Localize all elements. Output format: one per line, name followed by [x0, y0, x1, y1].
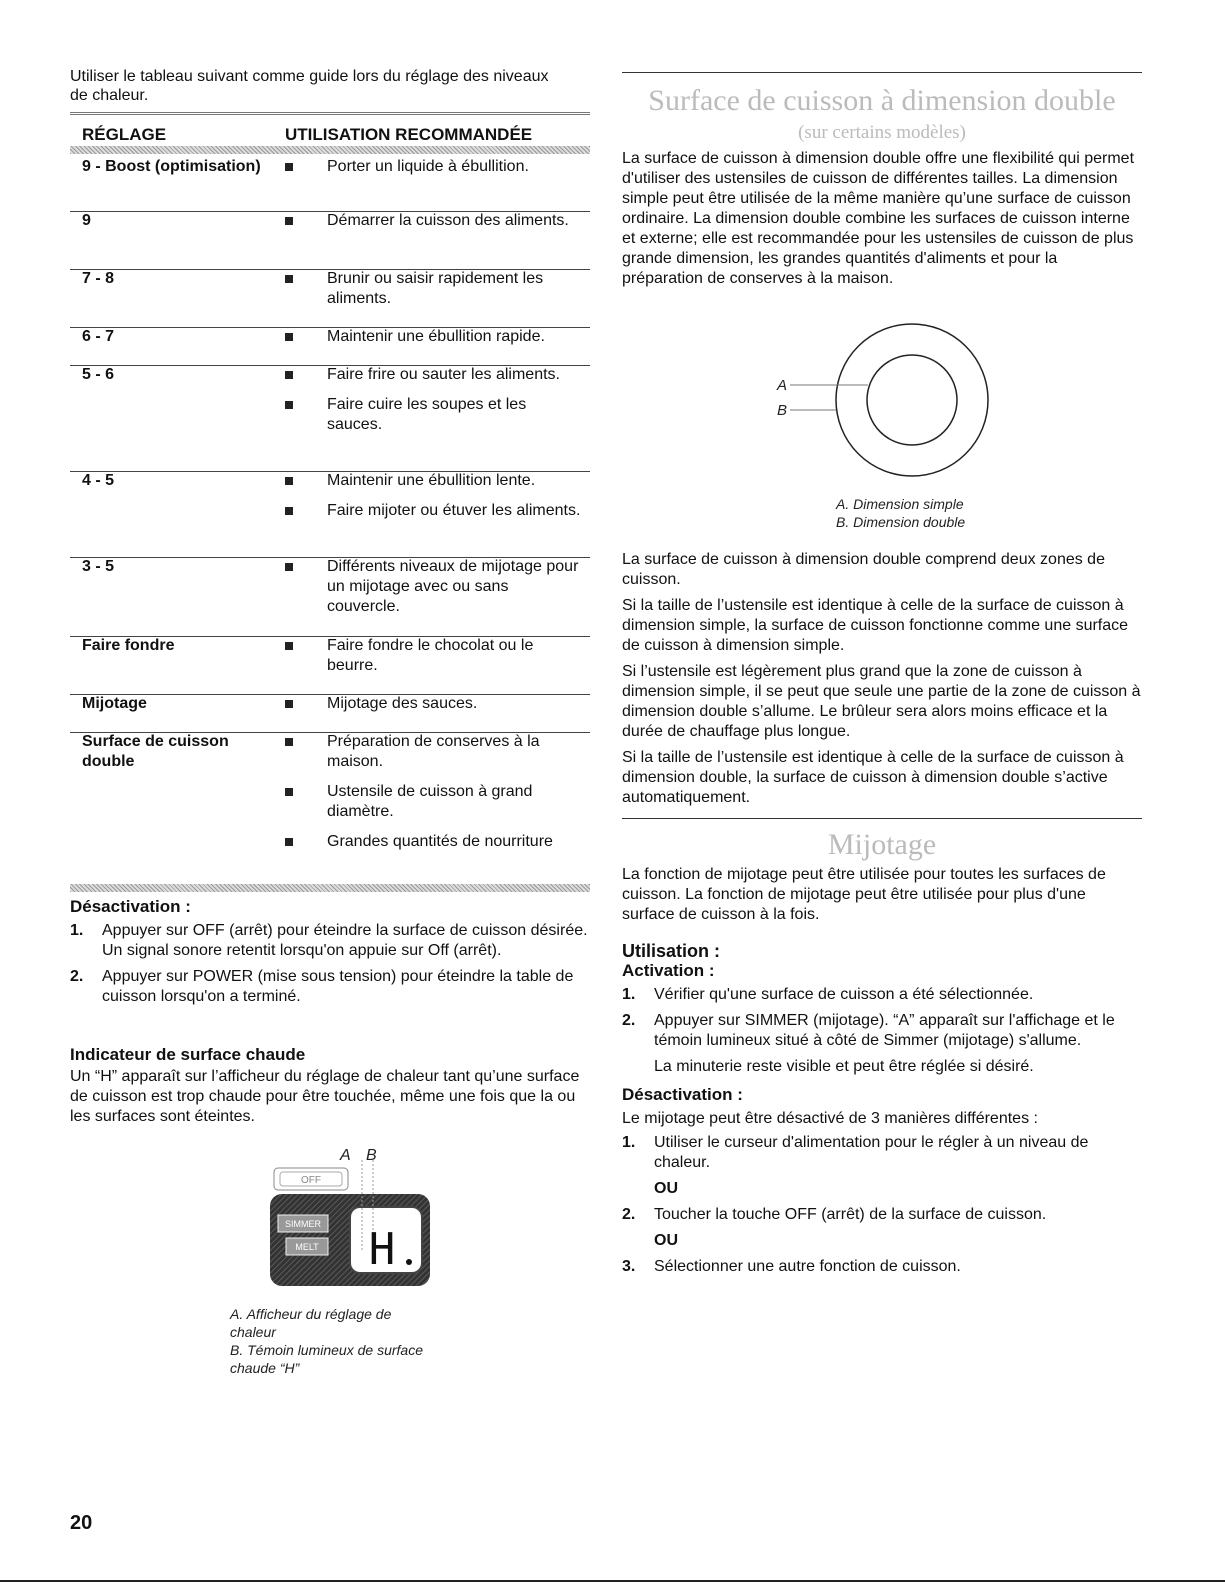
usage-cell	[285, 211, 585, 241]
setting-cell: 4 - 5	[82, 472, 115, 489]
setting-cell: Mijotage	[82, 695, 147, 712]
deactivation-step: 2. Appuyer sur POWER (mise sous tension) pour éteindre la table de cuisson lorsqu'on a terminé.	[70, 968, 574, 1005]
page-number: 20	[70, 1512, 93, 1534]
usage-bullet: Porter un liquide à ébullition.	[285, 157, 585, 177]
usage-cell	[285, 557, 585, 627]
setting-cell: 6 - 7	[82, 328, 115, 345]
deactivation-heading: Désactivation :	[70, 897, 191, 916]
setting-cell: Surface de cuisson double	[82, 733, 229, 770]
inner-ring	[867, 355, 957, 445]
deactivation-step: 3. Sélectionner une autre fonction de cuisson.	[622, 1258, 961, 1275]
usage-bullet: Différents niveaux de mijotage pour un mijotage avec ou sans couvercle.	[285, 557, 585, 617]
usage-bullet: Maintenir une ébullition rapide.	[285, 327, 585, 347]
dual-element-figure	[772, 318, 992, 483]
usage-bullet: Faire cuire les soupes et les sauces.	[285, 395, 585, 435]
usage-cell	[285, 732, 585, 862]
table-row	[70, 732, 590, 882]
activation-step: 2. Appuyer sur SIMMER (mijotage). “A” apparaît sur l'affichage et le témoin lumineux situé à côté de Simmer (mijotage) s'allume. La minuterie reste visible et peut être réglée si désiré.	[622, 1012, 1115, 1075]
fig-label-b: B	[366, 1147, 377, 1164]
dual-surface-subtitle: (sur certains modèles)	[798, 122, 966, 143]
use-heading: Utilisation :	[622, 941, 720, 961]
hot-surface-section	[70, 1045, 590, 1127]
svg-text:B: B	[777, 402, 788, 419]
display-h: H	[368, 1224, 396, 1275]
usage-bullet: Démarrer la cuisson des aliments.	[285, 211, 585, 231]
dual-p3: Si la taille de l’ustensile est identique à celle de la surface de cuisson à dimension simple, la surface de cuisson fonctionne comme une surface de cuisson à dimension simple.	[622, 597, 1129, 654]
table-header	[70, 112, 590, 149]
control-panel-illustration	[250, 1140, 430, 1290]
usage-cell	[285, 365, 585, 445]
section-rule	[622, 818, 1142, 819]
hot-surface-text: Un “H” apparaît sur l’afficheur du réglage de chaleur tant qu’une surface de cuisson est trop chaude pour être touchée, même une fois que la ou les surfaces sont éteintes.	[70, 1068, 580, 1125]
simmer-section	[622, 865, 1142, 1283]
setting-cell: 9 - Boost (optimisation)	[82, 158, 261, 175]
simmer-title: Mijotage	[827, 828, 937, 861]
activation-heading: Activation :	[622, 961, 715, 980]
caption-a: A. Dimension simple	[836, 496, 964, 512]
usage-bullet: Préparation de conserves à la maison.	[285, 732, 585, 772]
table-row	[70, 557, 590, 637]
svg-text:SIMMER: SIMMER	[285, 1219, 321, 1229]
svg-text:A: A	[777, 377, 788, 394]
usage-bullet: Faire frire ou sauter les aliments.	[285, 365, 585, 385]
table-row	[70, 269, 590, 328]
usage-cell	[285, 694, 585, 724]
usage-cell	[285, 157, 585, 187]
hot-indicator-dot	[406, 1259, 412, 1265]
section-rule	[622, 72, 1142, 73]
table-header-rule	[70, 146, 590, 154]
dual-element-illustration	[772, 318, 992, 483]
usage-bullet: Mijotage des sauces.	[285, 694, 585, 714]
table-row	[70, 157, 590, 212]
off-key: OFF	[301, 1175, 321, 1186]
table-intro: Utiliser le tableau suivant comme guide lors du réglage des niveaux de chaleur.	[70, 68, 549, 104]
deactivation-step: 1. Appuyer sur OFF (arrêt) pour éteindre la surface de cuisson désirée. Un signal sonore retentit lorsqu'on appuie sur Off (arrêt).	[70, 922, 588, 959]
hot-surface-captions	[230, 1305, 430, 1377]
dual-p5: Si la taille de l’ustensile est identique à celle de la surface de cuisson à dimension double, la surface de cuisson à dimension double s’active automatiquement.	[622, 749, 1124, 806]
usage-bullet: Faire mijoter ou étuver les aliments.	[285, 501, 585, 521]
setting-cell: 5 - 6	[82, 366, 115, 383]
fig-label-a: A	[340, 1147, 351, 1164]
svg-text:MELT: MELT	[295, 1242, 319, 1252]
table-row	[70, 471, 590, 558]
caption-b: B. Témoin lumineux de surface chaude “H”	[230, 1342, 423, 1376]
caption-a: A. Afficheur du réglage de chaleur	[230, 1306, 392, 1340]
table-row	[70, 327, 590, 366]
dual-p2: La surface de cuisson à dimension double comprend deux zones de cuisson.	[622, 551, 1105, 588]
setting-cell: 9	[82, 212, 91, 229]
simmer-deactivation-intro: Le mijotage peut être désactivé de 3 manières différentes :	[622, 1110, 1038, 1127]
usage-bullet: Grandes quantités de nourriture	[285, 832, 585, 852]
table-footer-rule	[70, 884, 590, 892]
usage-bullet: Brunir ou saisir rapidement les aliments.	[285, 269, 585, 309]
or-label: OU	[654, 1180, 678, 1197]
hot-surface-figure	[250, 1140, 430, 1290]
caption-b: B. Dimension double	[836, 514, 966, 530]
table-row	[70, 365, 590, 472]
setting-cell: 3 - 5	[82, 558, 115, 575]
usage-bullet: Ustensile de cuisson à grand diamètre.	[285, 782, 585, 822]
deactivation-step: 1. Utiliser le curseur d'alimentation pour le régler à un niveau de chaleur.	[622, 1134, 1089, 1171]
activation-step: 1. Vérifier qu'une surface de cuisson a été sélectionnée.	[622, 986, 1034, 1003]
page-bottom-rule	[0, 1580, 1225, 1582]
usage-cell	[285, 471, 585, 531]
simmer-intro: La fonction de mijotage peut être utilisée pour toutes les surfaces de cuisson. La fonction de mijotage peut être utilisée pour plus d'une surface de cuisson à la fois.	[622, 866, 1106, 923]
table-row	[70, 694, 590, 733]
hot-surface-heading: Indicateur de surface chaude	[70, 1045, 306, 1064]
table-col-setting: RÉGLAGE	[82, 125, 167, 144]
usage-cell	[285, 636, 585, 686]
setting-cell: Faire fondre	[82, 637, 175, 654]
dual-captions	[836, 495, 1056, 531]
setting-cell: 7 - 8	[82, 270, 115, 287]
dual-surface-intro: La surface de cuisson à dimension double offre une flexibilité qui permet d'utiliser des ustensiles de cuisson de différentes tailles. La dimension simple peut être utilisée de la même manière qu’une surface de cuisson ordinaire. La dimension double combine les surfaces de cuisson interne et externe; elle est recommandée pour les ustensiles de cuisson de plus grande dimension, les grandes quantités d'aliments et pour la préparation de conserves à la maison.	[622, 150, 1135, 287]
dual-p4: Si l’ustensile est légèrement plus grand que la zone de cuisson à dimension simple, il se peut que seule une partie de la zone de cuisson à dimension double s’allume. Le brûleur sera alors moins efficace et la durée de chauffage plus longue.	[622, 663, 1141, 740]
dual-surface-title: Surface de cuisson à dimension double	[648, 84, 1116, 117]
outer-ring	[836, 324, 988, 476]
table-col-usage: UTILISATION RECOMMANDÉE	[285, 125, 533, 144]
simmer-deactivation-heading: Désactivation :	[622, 1085, 743, 1104]
usage-cell	[285, 327, 585, 357]
usage-cell	[285, 269, 585, 319]
usage-bullet: Faire fondre le chocolat ou le beurre.	[285, 636, 585, 676]
table-row	[70, 636, 590, 695]
usage-bullet: Maintenir une ébullition lente.	[285, 471, 585, 491]
or-label: OU	[654, 1232, 678, 1249]
table-row	[70, 211, 590, 270]
dual-surface-details	[622, 550, 1142, 808]
deactivation-step: 2. Toucher la touche OFF (arrêt) de la surface de cuisson.	[622, 1206, 1047, 1223]
deactivation-section	[70, 897, 590, 1013]
